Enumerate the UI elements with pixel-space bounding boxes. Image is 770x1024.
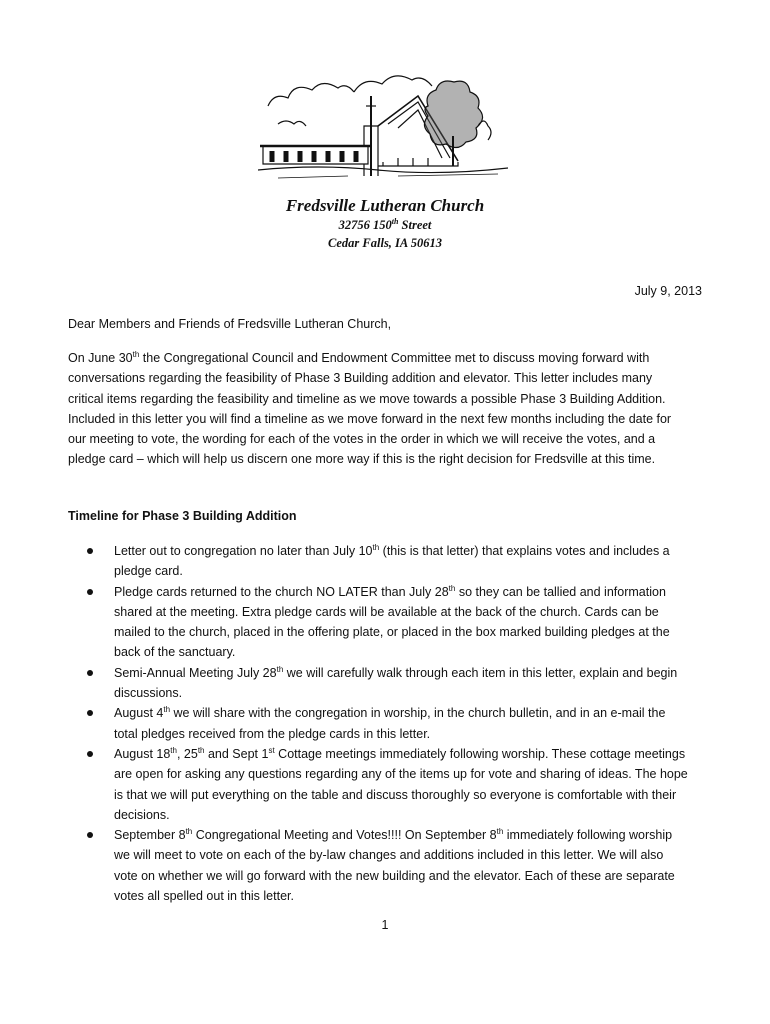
list-item: Letter out to congregation no later than July 10th (this is that letter) that explains votes and includes a pledge card. [0,541,770,582]
city-address: Cedar Falls, IA 50613 [328,236,442,250]
bullet-icon [87,832,93,838]
cloud-left [268,83,354,106]
list-item: Pledge cards returned to the church NO LATER than July 28th so they can be tallied and information shared at the meeting. Extra pledge cards will be available at the back of the church. Cards can be mailed to the church, placed in the offering plate, or placed in the box marked building pledges at the back of the sanctuary. [0,582,770,663]
cloud-right [354,76,432,92]
church-name: Fredsville Lutheran Church [285,196,485,215]
cloud-small [278,121,306,126]
bullet-icon [87,710,93,716]
street-address: 32756 150th Street [338,216,432,232]
intro-paragraph: On June 30th the Congregational Council and Endowment Committee met to discuss moving forward with conversations regarding the feasibility of Phase 3 Building addition and elevator. This letter includes many critical items regarding the feasibility and timeline as we move towards a possible Phase 3 Building Addition. Included in this letter you will find a timeline as we move forward in the next few months including the date for our meeting to vote, the wording for each of the votes in the order in which we will receive the votes, and a pledge card – which will help us discern one more way if this is the right decision for Fredsville at this time. [68,349,672,467]
timeline-heading: Timeline for Phase 3 Building Addition [68,509,297,523]
page-number: 1 [381,918,389,932]
salutation: Dear Members and Friends of Fredsville Lutheran Church, [68,317,392,331]
bullet-icon [87,670,93,676]
list-item: August 4th we will share with the congregation in worship, in the church bulletin, and in an e-mail the total pledges received from the pledge cards in this letter. [0,703,770,744]
list-item: Semi-Annual Meeting July 28th we will carefully walk through each item in this letter, explain and begin discussions. [0,663,770,704]
church-logo-illustration [258,66,508,196]
bullet-icon [87,751,93,757]
list-item: August 18th, 25th and Sept 1st Cottage meetings immediately following worship. These cottage meetings are open for asking any questions regarding any of the items up for vote and sharing of ideas. The hope is that we will put everything on the table and discuss thoroughly so everyone is comfortable with their decisions. [0,744,770,825]
list-item: September 8th Congregational Meeting and Votes!!!! On September 8th immediately following worship we will meet to vote on each of the by-law changes and additions included in this letter. We will also vote on whether we will go forward with the new building and the elevator. Each of these are separate votes all spelled out in this letter. [0,825,770,906]
timeline-list [0,541,770,906]
letter-date: July 9, 2013 [634,284,702,298]
bullet-icon [87,589,93,595]
bullet-icon [87,548,93,554]
